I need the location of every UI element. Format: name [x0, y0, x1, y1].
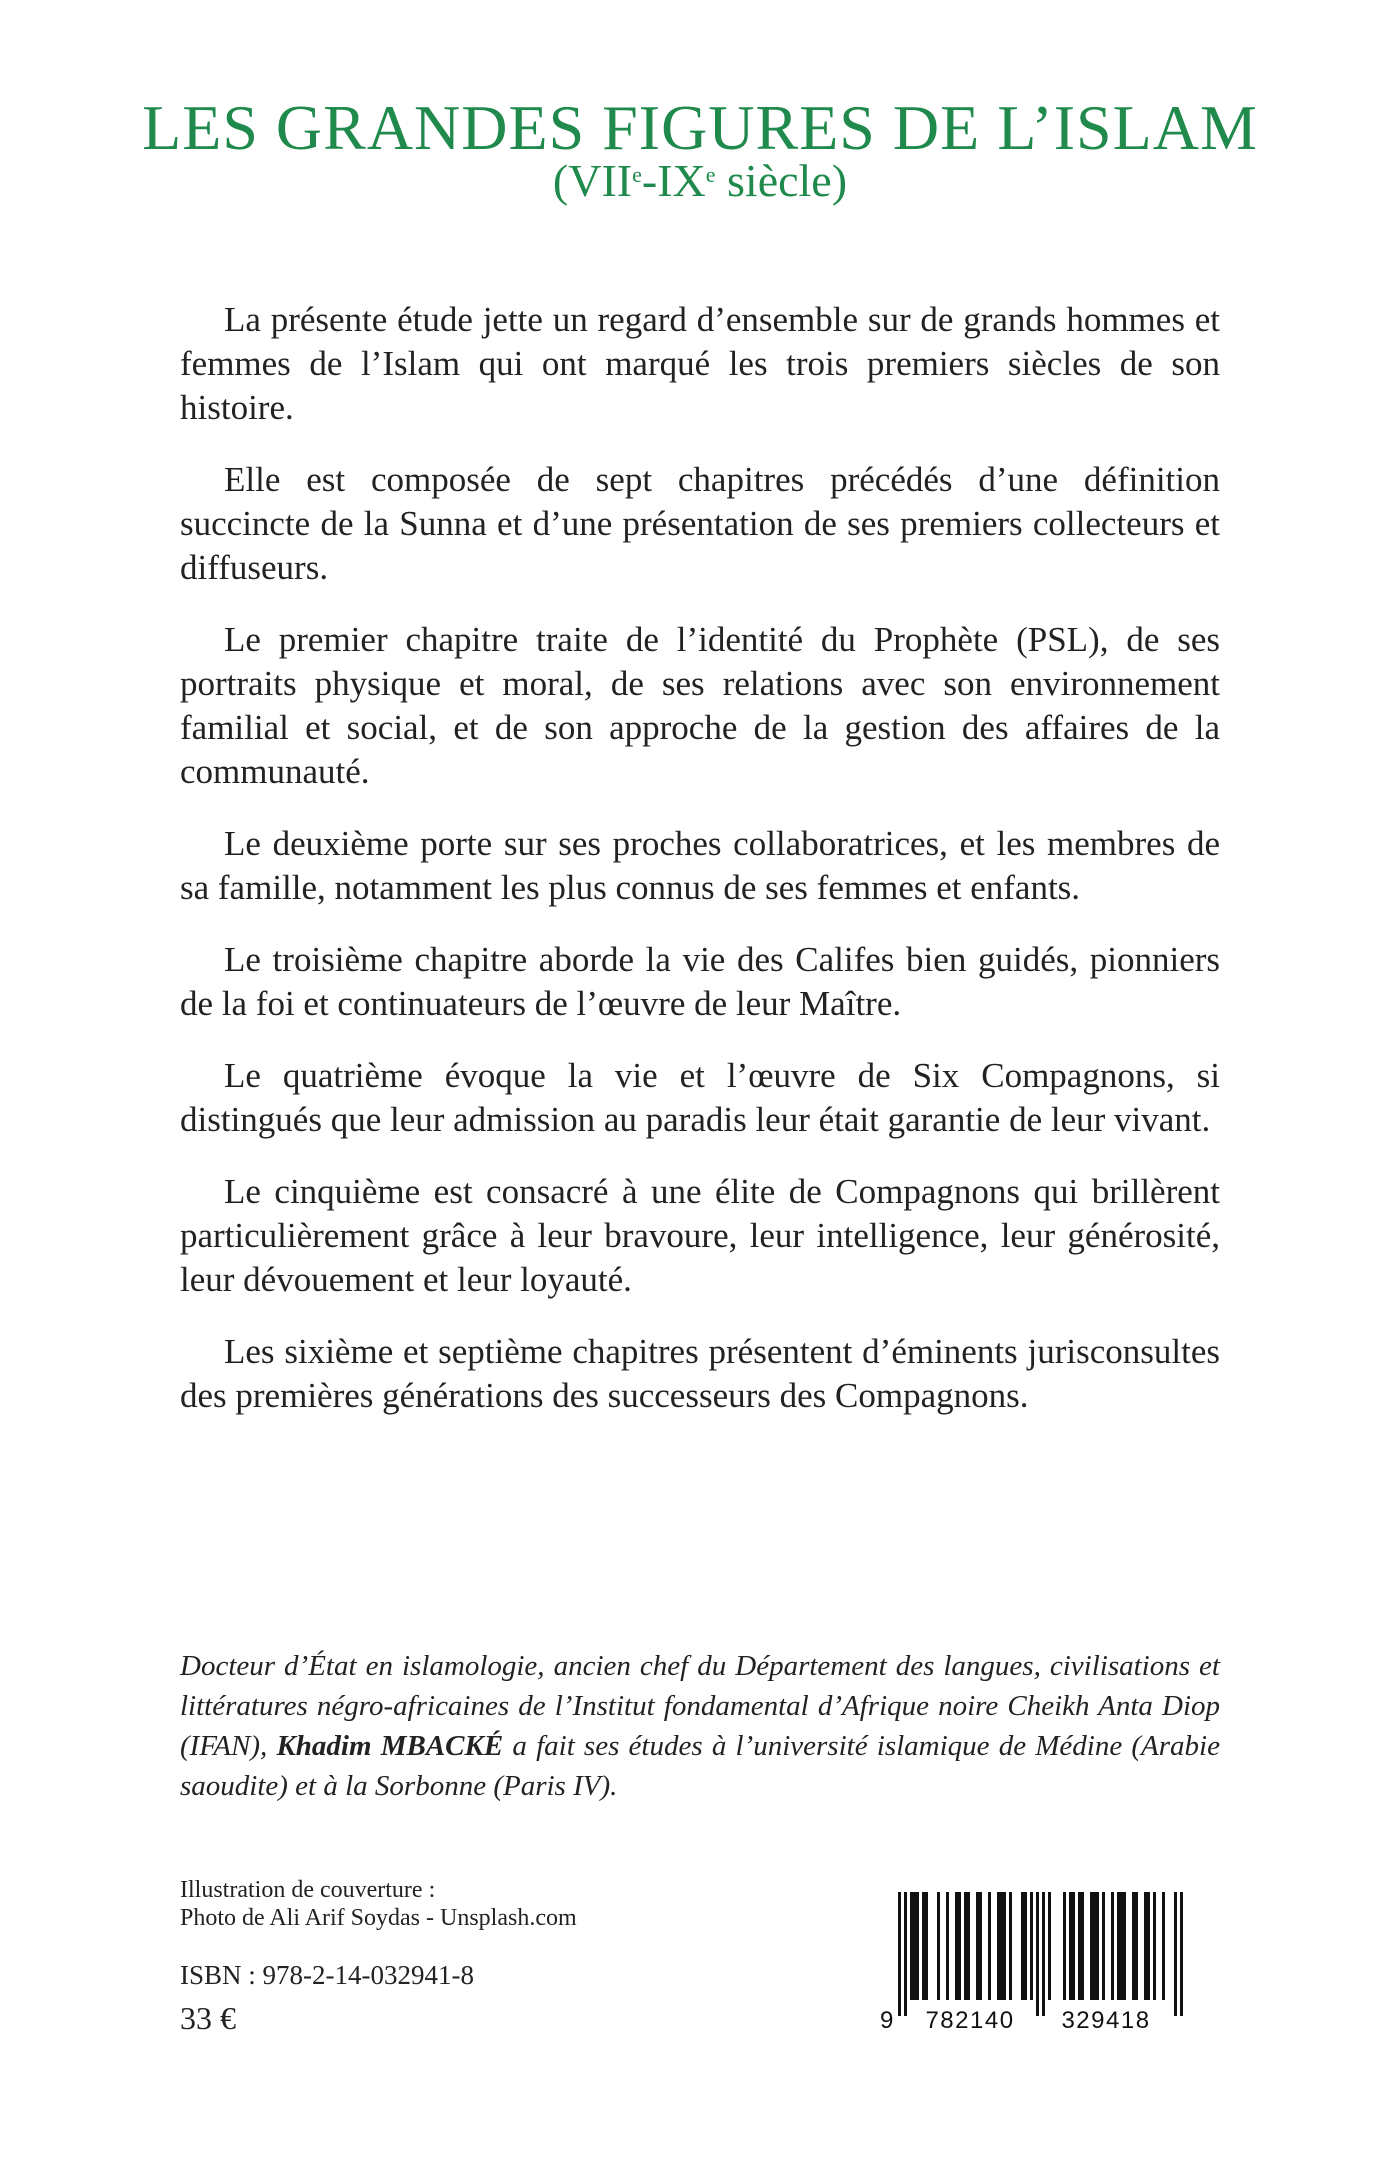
barcode-bar	[922, 1892, 925, 2000]
author-bio	[180, 1646, 1220, 1806]
barcode-bar	[1090, 1892, 1093, 2000]
barcode-bar	[1069, 1892, 1072, 2000]
barcode	[876, 1892, 1202, 2032]
barcode-bar	[1042, 1892, 1045, 2016]
cover-credits	[180, 1876, 577, 1932]
barcode-bar	[1180, 1892, 1183, 2016]
barcode-bar	[1135, 1892, 1138, 2000]
barcode-bar	[1000, 1892, 1003, 2000]
barcode-left-digits: 782140	[925, 2007, 1015, 2032]
barcode-bar	[1081, 1892, 1084, 2000]
credits-line-2: Photo de Ali Arif Soydas - Unsplash.com	[180, 1905, 577, 1931]
isbn: ISBN : 978-2-14-032941-8	[180, 1960, 474, 1990]
barcode-bar	[1096, 1892, 1099, 2000]
barcode-bar	[1132, 1892, 1135, 2000]
barcode-bar	[988, 1892, 991, 2000]
barcode-bar	[1111, 1892, 1114, 2000]
summary-paragraph: Le deuxième porte sur ses proches collaboratrices, et les membres de sa famille, notamment les plus connus de ses femmes et enfants.	[180, 824, 1220, 907]
barcode-bar	[1036, 1892, 1039, 2016]
barcode-bar	[1162, 1892, 1165, 2000]
book-subtitle: (VIIe-IXe siècle)	[552, 155, 848, 206]
book-title: LES GRANDES FIGURES DE L’ISLAM	[142, 92, 1258, 163]
summary-text	[180, 298, 1220, 1446]
summary-paragraph: Le premier chapitre traite de l’identité du Prophète (PSL), de ses portraits physique et moral, de ses relations avec son environnement familial et social, et de son approche de la gestion des affaires de la communauté.	[180, 620, 1220, 791]
summary-paragraph: Les sixième et septième chapitres présentent d’éminents jurisconsultes des premières générations des successeurs des Compagnons.	[180, 1332, 1220, 1415]
barcode-bar	[1144, 1892, 1147, 2000]
barcode-bar	[1120, 1892, 1123, 2000]
barcode-bar	[937, 1892, 940, 2000]
barcode-bars	[898, 1892, 1183, 2016]
barcode-bar	[1174, 1892, 1177, 2016]
barcode-bar	[976, 1892, 979, 2000]
barcode-bar	[1063, 1892, 1066, 2000]
barcode-bar	[916, 1892, 919, 2000]
barcode-bar	[1117, 1892, 1120, 2000]
barcode-bar	[910, 1892, 913, 2000]
author-bio-start: Docteur d’État en islamologie, ancien chef du Département des langues, civilisations et littératures négro-africaines de l’Institut fondamental d’Afrique noire Cheikh Anta Diop (IFAN),	[180, 1650, 1220, 1762]
century-dash: -	[641, 155, 658, 206]
barcode-bar	[979, 1892, 982, 2000]
barcode-bar	[958, 1892, 961, 2000]
price: 33 €	[180, 2000, 236, 2036]
century-end-sup: e	[705, 162, 716, 187]
credits-line-1: Illustration de couverture :	[180, 1877, 436, 1903]
barcode-bar	[1093, 1892, 1096, 2000]
barcode-bar	[1072, 1892, 1075, 2000]
summary-paragraph: La présente étude jette un regard d’ensemble sur de grands hommes et femmes de l’Islam qui ont marqué les trois premiers siècles de son histoire.	[180, 300, 1220, 427]
barcode-bar	[946, 1892, 949, 2000]
author-bio-end: a fait ses études à l’université islamique de Médine (Arabie saoudite) et à la Sorbonne (Paris IV).	[180, 1730, 1220, 1802]
summary-paragraph: Le quatrième évoque la vie et l’œuvre de Six Compagnons, si distingués que leur admission au paradis leur était garantie de leur vivant.	[180, 1056, 1220, 1139]
summary-paragraph: Le troisième chapitre aborde la vie des Califes bien guidés, pionniers de la foi et continuateurs de l’œuvre de leur Maître.	[180, 940, 1220, 1023]
barcode-bar	[913, 1892, 916, 2000]
summary-paragraph: Le cinquième est consacré à une élite de Compagnons qui brillèrent particulièrement grâce à leur bravoure, leur intelligence, leur générosité, leur dévouement et leur loyauté.	[180, 1172, 1220, 1299]
author-name: Khadim MBACKÉ	[276, 1730, 504, 1762]
barcode-bar	[904, 1892, 907, 2016]
barcode-right-digits: 329418	[1061, 2007, 1151, 2032]
barcode-bar	[1030, 1892, 1033, 2000]
barcode-bar	[1123, 1892, 1126, 2000]
century-start: VII	[568, 155, 633, 206]
barcode-bar	[898, 1892, 901, 2016]
barcode-bar	[1021, 1892, 1024, 2000]
barcode-bar	[1003, 1892, 1006, 2000]
summary-paragraph: Elle est composée de sept chapitres précédés d’une définition succincte de la Sunna et d’une présentation de ses premiers collecteurs et diffuseurs.	[180, 460, 1220, 587]
barcode-bar	[967, 1892, 970, 2000]
barcode-bar	[1147, 1892, 1150, 2000]
century-word: siècle	[727, 155, 832, 206]
barcode-bar	[1102, 1892, 1105, 2000]
barcode-bar	[1153, 1892, 1156, 2000]
barcode-first-digit: 9	[880, 2007, 894, 2032]
barcode-bar	[1078, 1892, 1081, 2000]
barcode-bar	[997, 1892, 1000, 2000]
barcode-bar	[925, 1892, 928, 2000]
century-start-sup: e	[632, 162, 642, 187]
barcode-bar	[1009, 1892, 1012, 2000]
barcode-bar	[955, 1892, 958, 2000]
barcode-bar	[964, 1892, 967, 2000]
barcode-bar	[1048, 1892, 1051, 2000]
century-end: IX	[657, 155, 706, 206]
barcode-bar	[1024, 1892, 1027, 2000]
